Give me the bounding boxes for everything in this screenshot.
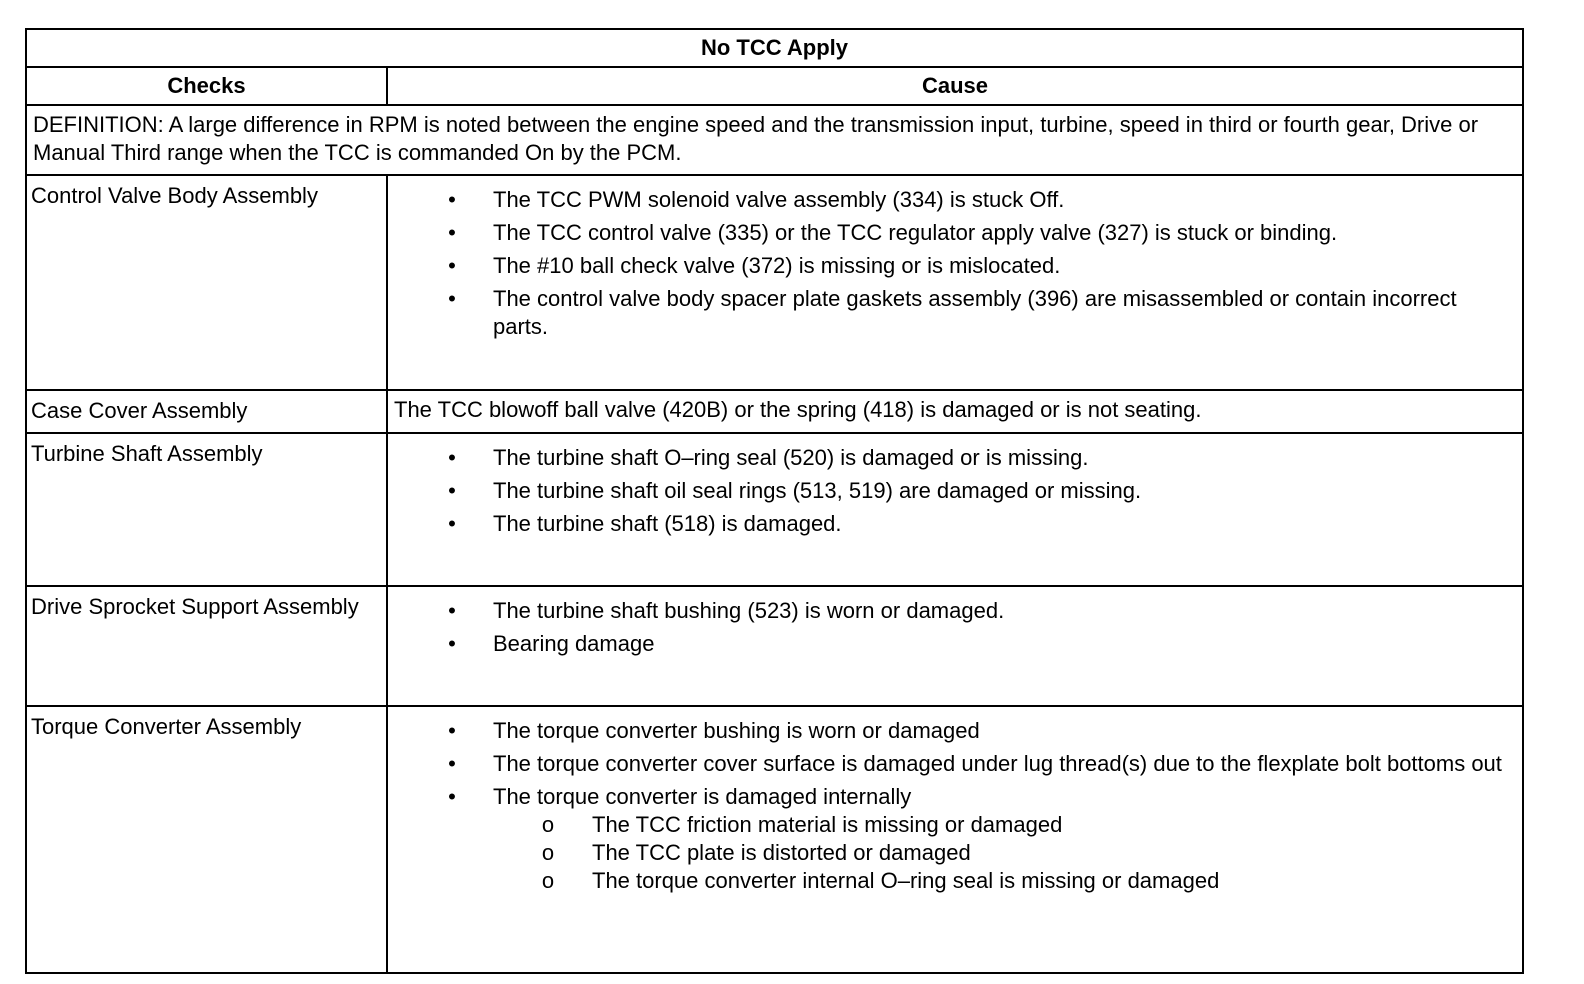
sub-cause-item — [493, 867, 1502, 895]
cause-item — [388, 252, 1502, 280]
circle-bullet-icon: o — [541, 840, 555, 865]
cause-item — [388, 477, 1502, 505]
cause-list — [388, 176, 1522, 341]
circle-bullet-icon: o — [541, 812, 555, 837]
table-row — [26, 390, 1523, 433]
cause-text: The torque converter bushing is worn or damaged — [493, 718, 980, 743]
bullet-icon: • — [448, 511, 456, 536]
cause-text: Bearing damage — [493, 631, 655, 656]
sub-cause-text: The TCC plate is distorted or damaged — [592, 840, 971, 865]
cause-list — [388, 587, 1522, 658]
cause-text: The turbine shaft (518) is damaged. — [493, 511, 842, 536]
bullet-icon: • — [448, 253, 456, 278]
sub-cause-item — [493, 811, 1502, 839]
cause-cell — [387, 433, 1523, 586]
cause-item — [388, 630, 1502, 658]
cause-text: The control valve body spacer plate gaskets assembly (396) are misassembled or contain incorrect parts. — [493, 286, 1457, 339]
check-label: Turbine Shaft Assembly — [26, 433, 387, 586]
bullet-icon: • — [448, 784, 456, 809]
table-row — [26, 175, 1523, 390]
cause-cell — [387, 175, 1523, 390]
bullet-icon: • — [448, 478, 456, 503]
definition-text: DEFINITION: A large difference in RPM is noted between the engine speed and the transmission input, turbine, speed in third or fourth gear, Drive or Manual Third range when the TCC is commanded On by the PCM. — [26, 105, 1523, 175]
sub-cause-item — [493, 839, 1502, 867]
bullet-icon: • — [448, 286, 456, 311]
cause-item — [388, 219, 1502, 247]
table-row — [26, 706, 1523, 973]
table-row — [26, 586, 1523, 706]
cause-text: The TCC blowoff ball valve (420B) or the spring (418) is damaged or is not seating. — [387, 390, 1523, 433]
cause-text: The turbine shaft bushing (523) is worn or damaged. — [493, 598, 1005, 623]
checks-column-header: Checks — [26, 67, 387, 105]
cause-item — [388, 597, 1502, 625]
bullet-icon: • — [448, 718, 456, 743]
cause-column-header: Cause — [387, 67, 1523, 105]
cause-cell — [387, 586, 1523, 706]
cause-text: The torque converter is damaged internally — [493, 784, 912, 809]
bullet-icon: • — [448, 751, 456, 776]
bullet-icon: • — [448, 631, 456, 656]
cause-cell — [387, 706, 1523, 973]
sub-cause-list — [493, 811, 1502, 895]
bullet-icon: • — [448, 220, 456, 245]
cause-text: The turbine shaft O–ring seal (520) is damaged or is missing. — [493, 445, 1089, 470]
cause-item — [388, 750, 1502, 778]
check-label: Drive Sprocket Support Assembly — [26, 586, 387, 706]
cause-text: The #10 ball check valve (372) is missing or is mislocated. — [493, 253, 1061, 278]
check-label: Case Cover Assembly — [26, 390, 387, 433]
title-row — [26, 29, 1523, 67]
sub-cause-text: The torque converter internal O–ring seal is missing or damaged — [592, 868, 1220, 893]
cause-item — [388, 444, 1502, 472]
cause-list — [388, 707, 1522, 895]
cause-item — [388, 285, 1502, 341]
check-label: Control Valve Body Assembly — [26, 175, 387, 390]
cause-item — [388, 510, 1502, 538]
diagnostic-table — [25, 28, 1524, 974]
bullet-icon: • — [448, 598, 456, 623]
cause-text: The TCC control valve (335) or the TCC regulator apply valve (327) is stuck or binding. — [493, 220, 1338, 245]
cause-text: The turbine shaft oil seal rings (513, 519) are damaged or missing. — [493, 478, 1142, 503]
cause-text: The TCC PWM solenoid valve assembly (334) is stuck Off. — [493, 187, 1065, 212]
column-header-row — [26, 67, 1523, 105]
check-label: Torque Converter Assembly — [26, 706, 387, 973]
table-title: No TCC Apply — [26, 29, 1523, 67]
sub-cause-text: The TCC friction material is missing or damaged — [592, 812, 1063, 837]
bullet-icon: • — [448, 187, 456, 212]
circle-bullet-icon: o — [541, 868, 555, 893]
cause-item — [388, 186, 1502, 214]
cause-item — [388, 717, 1502, 745]
cause-item — [388, 783, 1502, 895]
cause-text: The torque converter cover surface is damaged under lug thread(s) due to the flexplate bolt bottoms out — [493, 751, 1502, 776]
table-row — [26, 433, 1523, 586]
bullet-icon: • — [448, 445, 456, 470]
cause-list — [388, 434, 1522, 538]
definition-row — [26, 105, 1523, 175]
